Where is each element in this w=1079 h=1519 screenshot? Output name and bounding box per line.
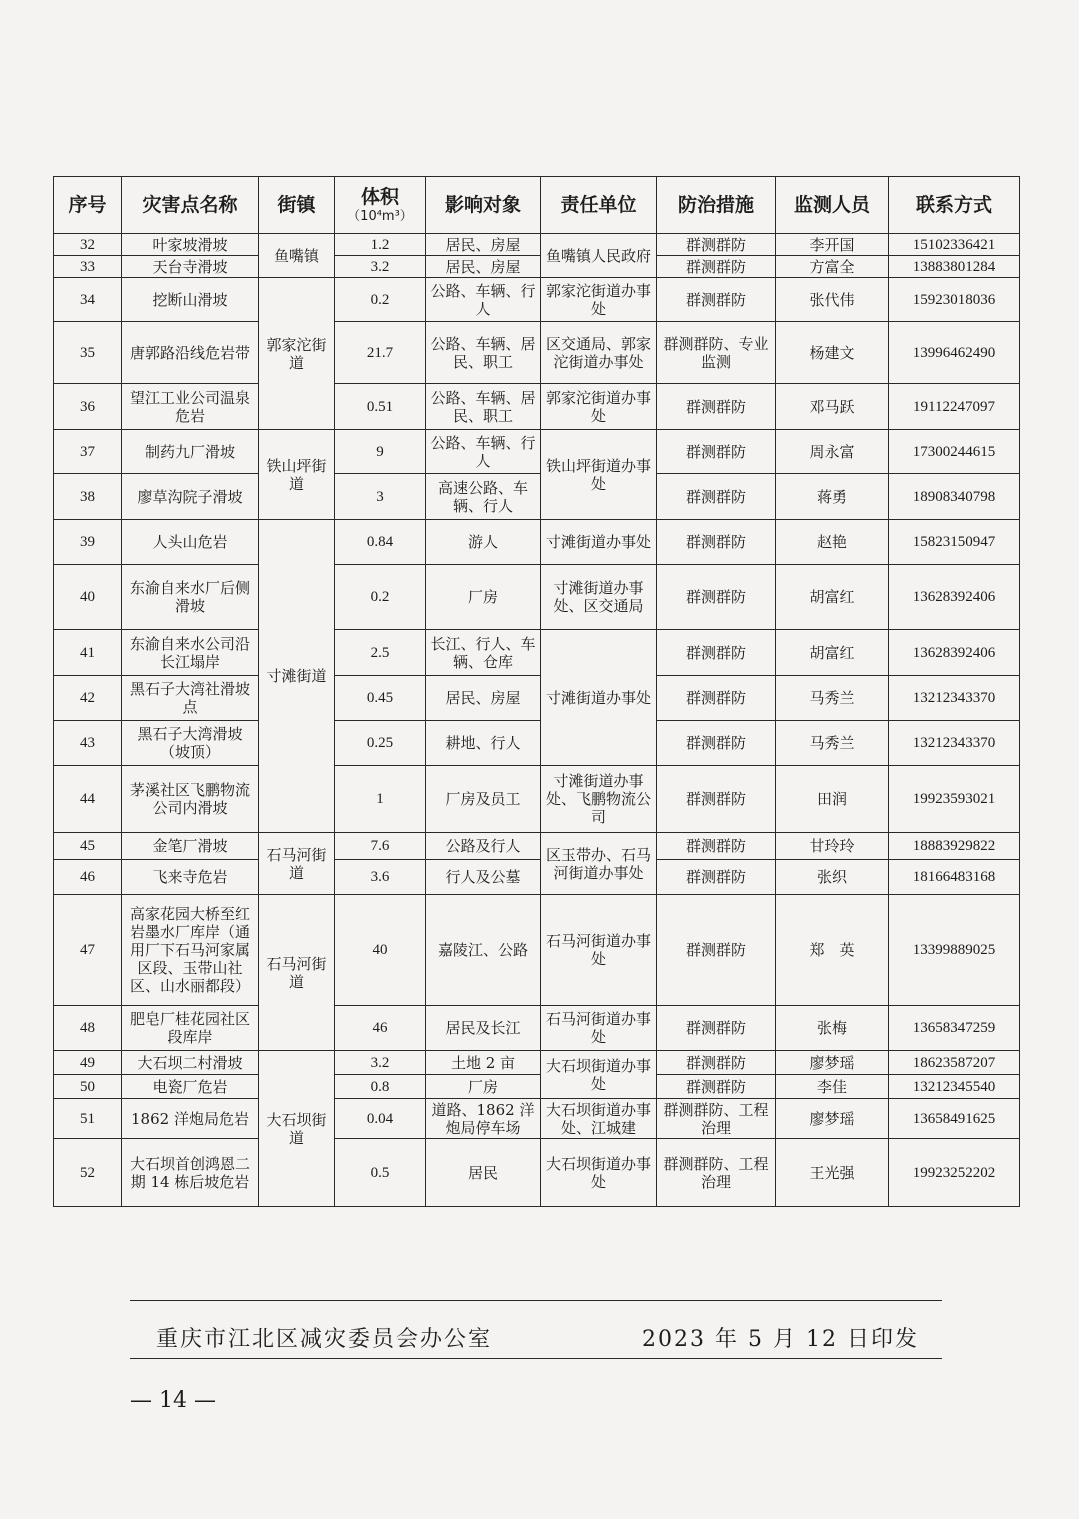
hazard-name: 人头山危岩 (122, 520, 259, 565)
affected-objects: 公路、车辆、居民、职工 (426, 322, 541, 384)
table-body (54, 234, 1020, 1207)
volume-value: 3 (335, 474, 426, 520)
page-number: — 14 — (130, 1388, 216, 1413)
hazard-name: 东渝自来水公司沿长江塌岸 (122, 630, 259, 676)
prevention-measure: 群测群防 (657, 1051, 776, 1075)
affected-objects: 游人 (426, 520, 541, 565)
header-monitor: 监测人员 (776, 177, 889, 234)
hazard-name: 大石坝首创鸿恩二期 14 栋后坡危岩 (122, 1139, 259, 1207)
row-number: 33 (54, 256, 122, 278)
monitor-person: 邓马跃 (776, 384, 889, 430)
table-row (54, 630, 1020, 676)
table-row (54, 430, 1020, 474)
volume-value: 0.45 (335, 676, 426, 721)
table-row (54, 833, 1020, 860)
row-number: 49 (54, 1051, 122, 1075)
contact-phone: 19112247097 (889, 384, 1020, 430)
hazard-name: 高家花园大桥至红岩墨水厂库岸（通用厂下石马河家属区段、玉带山社区、山水丽都段） (122, 895, 259, 1006)
row-number: 46 (54, 860, 122, 895)
prevention-measure: 群测群防 (657, 234, 776, 256)
volume-value: 0.2 (335, 278, 426, 322)
monitor-person: 赵艳 (776, 520, 889, 565)
row-number: 35 (54, 322, 122, 384)
prevention-measure: 群测群防 (657, 520, 776, 565)
contact-phone: 18166483168 (889, 860, 1020, 895)
row-number: 48 (54, 1006, 122, 1051)
affected-objects: 耕地、行人 (426, 721, 541, 766)
contact-phone: 18908340798 (889, 474, 1020, 520)
prevention-measure: 群测群防 (657, 256, 776, 278)
hazard-name: 电瓷厂危岩 (122, 1075, 259, 1099)
contact-phone: 15823150947 (889, 520, 1020, 565)
disaster-points-table (53, 176, 1020, 1207)
row-number: 42 (54, 676, 122, 721)
responsible-unit: 区玉带办、石马河街道办事处 (541, 833, 657, 895)
hazard-name: 黑石子大湾滑坡（坡顶） (122, 721, 259, 766)
hazard-name: 飞来寺危岩 (122, 860, 259, 895)
monitor-person: 王光强 (776, 1139, 889, 1207)
prevention-measure: 群测群防、专业监测 (657, 322, 776, 384)
town-name: 寸滩街道 (259, 520, 335, 833)
responsible-unit: 鱼嘴镇人民政府 (541, 234, 657, 278)
affected-objects: 居民、房屋 (426, 234, 541, 256)
footer-top-rule (130, 1300, 942, 1301)
monitor-person: 胡富红 (776, 565, 889, 630)
row-number: 45 (54, 833, 122, 860)
prevention-measure: 群测群防、工程治理 (657, 1139, 776, 1207)
table-row (54, 1099, 1020, 1139)
table-row (54, 322, 1020, 384)
monitor-person: 周永富 (776, 430, 889, 474)
affected-objects: 居民 (426, 1139, 541, 1207)
monitor-person: 杨建文 (776, 322, 889, 384)
hazard-name: 1862 洋炮局危岩 (122, 1099, 259, 1139)
header-phone: 联系方式 (889, 177, 1020, 234)
monitor-person: 张织 (776, 860, 889, 895)
table-row (54, 565, 1020, 630)
town-name: 石马河街道 (259, 833, 335, 895)
monitor-person: 郑 英 (776, 895, 889, 1006)
row-number: 44 (54, 766, 122, 833)
prevention-measure: 群测群防 (657, 676, 776, 721)
table-row (54, 1006, 1020, 1051)
monitor-person: 胡富红 (776, 630, 889, 676)
responsible-unit: 石马河街道办事处 (541, 1006, 657, 1051)
responsible-unit: 大石坝街道办事处、江城建 (541, 1099, 657, 1139)
header-name: 灾害点名称 (122, 177, 259, 234)
volume-value: 3.6 (335, 860, 426, 895)
table-row (54, 234, 1020, 256)
affected-objects: 厂房 (426, 565, 541, 630)
header-affected: 影响对象 (426, 177, 541, 234)
header-no: 序号 (54, 177, 122, 234)
hazard-name: 望江工业公司温泉危岩 (122, 384, 259, 430)
row-number: 52 (54, 1139, 122, 1207)
contact-phone: 18623587207 (889, 1051, 1020, 1075)
volume-value: 3.2 (335, 256, 426, 278)
town-name: 铁山坪街道 (259, 430, 335, 520)
hazard-name: 大石坝二村滑坡 (122, 1051, 259, 1075)
affected-objects: 公路、车辆、行人 (426, 278, 541, 322)
row-number: 40 (54, 565, 122, 630)
prevention-measure: 群测群防 (657, 833, 776, 860)
contact-phone: 13212343370 (889, 721, 1020, 766)
row-number: 47 (54, 895, 122, 1006)
contact-phone: 13628392406 (889, 630, 1020, 676)
monitor-person: 方富全 (776, 256, 889, 278)
monitor-person: 廖梦瑶 (776, 1051, 889, 1075)
volume-value: 0.8 (335, 1075, 426, 1099)
volume-value: 9 (335, 430, 426, 474)
hazard-name: 茅溪社区飞鹏物流公司内滑坡 (122, 766, 259, 833)
volume-value: 3.2 (335, 1051, 426, 1075)
row-number: 38 (54, 474, 122, 520)
town-name: 大石坝街道 (259, 1051, 335, 1207)
contact-phone: 13658347259 (889, 1006, 1020, 1051)
row-number: 41 (54, 630, 122, 676)
footer-bottom-rule (130, 1358, 942, 1359)
row-number: 39 (54, 520, 122, 565)
volume-value: 0.5 (335, 1139, 426, 1207)
contact-phone: 15923018036 (889, 278, 1020, 322)
volume-value: 7.6 (335, 833, 426, 860)
volume-value: 0.2 (335, 565, 426, 630)
prevention-measure: 群测群防 (657, 766, 776, 833)
responsible-unit: 寸滩街道办事处 (541, 630, 657, 766)
prevention-measure: 群测群防 (657, 1075, 776, 1099)
monitor-person: 张代伟 (776, 278, 889, 322)
responsible-unit: 大石坝街道办事处 (541, 1139, 657, 1207)
header-volume (335, 177, 426, 234)
affected-objects: 公路、车辆、行人 (426, 430, 541, 474)
contact-phone: 13883801284 (889, 256, 1020, 278)
affected-objects: 长江、行人、车辆、仓库 (426, 630, 541, 676)
table-row (54, 1051, 1020, 1075)
prevention-measure: 群测群防 (657, 895, 776, 1006)
table-row (54, 520, 1020, 565)
affected-objects: 嘉陵江、公路 (426, 895, 541, 1006)
row-number: 43 (54, 721, 122, 766)
hazard-name: 黑石子大湾社滑坡点 (122, 676, 259, 721)
hazard-name: 唐郭路沿线危岩带 (122, 322, 259, 384)
affected-objects: 公路、车辆、居民、职工 (426, 384, 541, 430)
table-row (54, 256, 1020, 278)
monitor-person: 蒋勇 (776, 474, 889, 520)
monitor-person: 田润 (776, 766, 889, 833)
contact-phone: 13628392406 (889, 565, 1020, 630)
table-row (54, 1139, 1020, 1207)
responsible-unit: 郭家沱街道办事处 (541, 384, 657, 430)
hazard-name: 挖断山滑坡 (122, 278, 259, 322)
contact-phone: 19923593021 (889, 766, 1020, 833)
header-unit: 责任单位 (541, 177, 657, 234)
responsible-unit: 区交通局、郭家沱街道办事处 (541, 322, 657, 384)
affected-objects: 厂房及员工 (426, 766, 541, 833)
hazard-name: 肥皂厂桂花园社区段库岸 (122, 1006, 259, 1051)
table-row (54, 721, 1020, 766)
prevention-measure: 群测群防 (657, 430, 776, 474)
monitor-person: 李开国 (776, 234, 889, 256)
town-name: 石马河街道 (259, 895, 335, 1051)
table-row (54, 895, 1020, 1006)
table-row (54, 1075, 1020, 1099)
volume-value: 0.51 (335, 384, 426, 430)
contact-phone: 13212343370 (889, 676, 1020, 721)
affected-objects: 居民及长江 (426, 1006, 541, 1051)
affected-objects: 厂房 (426, 1075, 541, 1099)
issuing-office: 重庆市江北区减灾委员会办公室 (156, 1327, 493, 1352)
responsible-unit: 寸滩街道办事处、区交通局 (541, 565, 657, 630)
affected-objects: 高速公路、车辆、行人 (426, 474, 541, 520)
responsible-unit: 寸滩街道办事处 (541, 520, 657, 565)
hazard-name: 叶家坡滑坡 (122, 234, 259, 256)
hazard-name: 金笔厂滑坡 (122, 833, 259, 860)
table-header-row (54, 177, 1020, 234)
header-measure: 防治措施 (657, 177, 776, 234)
monitor-person: 马秀兰 (776, 676, 889, 721)
prevention-measure: 群测群防 (657, 565, 776, 630)
prevention-measure: 群测群防 (657, 474, 776, 520)
responsible-unit: 大石坝街道办事处 (541, 1051, 657, 1099)
prevention-measure: 群测群防 (657, 384, 776, 430)
table-row (54, 278, 1020, 322)
affected-objects: 居民、房屋 (426, 256, 541, 278)
town-name: 鱼嘴镇 (259, 234, 335, 278)
prevention-measure: 群测群防、工程治理 (657, 1099, 776, 1139)
issue-date: 2023 年 5 月 12 日印发 (642, 1327, 919, 1352)
responsible-unit: 郭家沱街道办事处 (541, 278, 657, 322)
contact-phone: 17300244615 (889, 430, 1020, 474)
volume-value: 0.25 (335, 721, 426, 766)
header-volume-unit: （10⁴m³） (347, 208, 413, 224)
volume-value: 0.04 (335, 1099, 426, 1139)
volume-value: 46 (335, 1006, 426, 1051)
responsible-unit: 铁山坪街道办事处 (541, 430, 657, 520)
contact-phone: 18883929822 (889, 833, 1020, 860)
prevention-measure: 群测群防 (657, 278, 776, 322)
volume-value: 40 (335, 895, 426, 1006)
contact-phone: 13996462490 (889, 322, 1020, 384)
volume-value: 2.5 (335, 630, 426, 676)
volume-value: 1.2 (335, 234, 426, 256)
affected-objects: 居民、房屋 (426, 676, 541, 721)
responsible-unit: 寸滩街道办事处、飞鹏物流公司 (541, 766, 657, 833)
affected-objects: 公路及行人 (426, 833, 541, 860)
row-number: 32 (54, 234, 122, 256)
contact-phone: 13658491625 (889, 1099, 1020, 1139)
table-row (54, 384, 1020, 430)
row-number: 36 (54, 384, 122, 430)
monitor-person: 李佳 (776, 1075, 889, 1099)
affected-objects: 行人及公墓 (426, 860, 541, 895)
contact-phone: 19923252202 (889, 1139, 1020, 1207)
header-town: 街镇 (259, 177, 335, 234)
volume-value: 0.84 (335, 520, 426, 565)
volume-value: 1 (335, 766, 426, 833)
monitor-person: 廖梦瑶 (776, 1099, 889, 1139)
hazard-name: 制药九厂滑坡 (122, 430, 259, 474)
responsible-unit: 石马河街道办事处 (541, 895, 657, 1006)
hazard-name: 天台寺滑坡 (122, 256, 259, 278)
table-row (54, 860, 1020, 895)
affected-objects: 道路、1862 洋炮局停车场 (426, 1099, 541, 1139)
table-row (54, 766, 1020, 833)
prevention-measure: 群测群防 (657, 630, 776, 676)
contact-phone: 13212345540 (889, 1075, 1020, 1099)
row-number: 51 (54, 1099, 122, 1139)
monitor-person: 马秀兰 (776, 721, 889, 766)
header-volume-label: 体积 (360, 185, 399, 208)
monitor-person: 甘玲玲 (776, 833, 889, 860)
volume-value: 21.7 (335, 322, 426, 384)
table-row (54, 676, 1020, 721)
affected-objects: 土地 2 亩 (426, 1051, 541, 1075)
prevention-measure: 群测群防 (657, 1006, 776, 1051)
town-name: 郭家沱街道 (259, 278, 335, 430)
prevention-measure: 群测群防 (657, 721, 776, 766)
hazard-name: 东渝自来水厂后侧滑坡 (122, 565, 259, 630)
prevention-measure: 群测群防 (657, 860, 776, 895)
row-number: 34 (54, 278, 122, 322)
contact-phone: 15102336421 (889, 234, 1020, 256)
monitor-person: 张梅 (776, 1006, 889, 1051)
contact-phone: 13399889025 (889, 895, 1020, 1006)
row-number: 37 (54, 430, 122, 474)
row-number: 50 (54, 1075, 122, 1099)
table-row (54, 474, 1020, 520)
hazard-name: 廖草沟院子滑坡 (122, 474, 259, 520)
